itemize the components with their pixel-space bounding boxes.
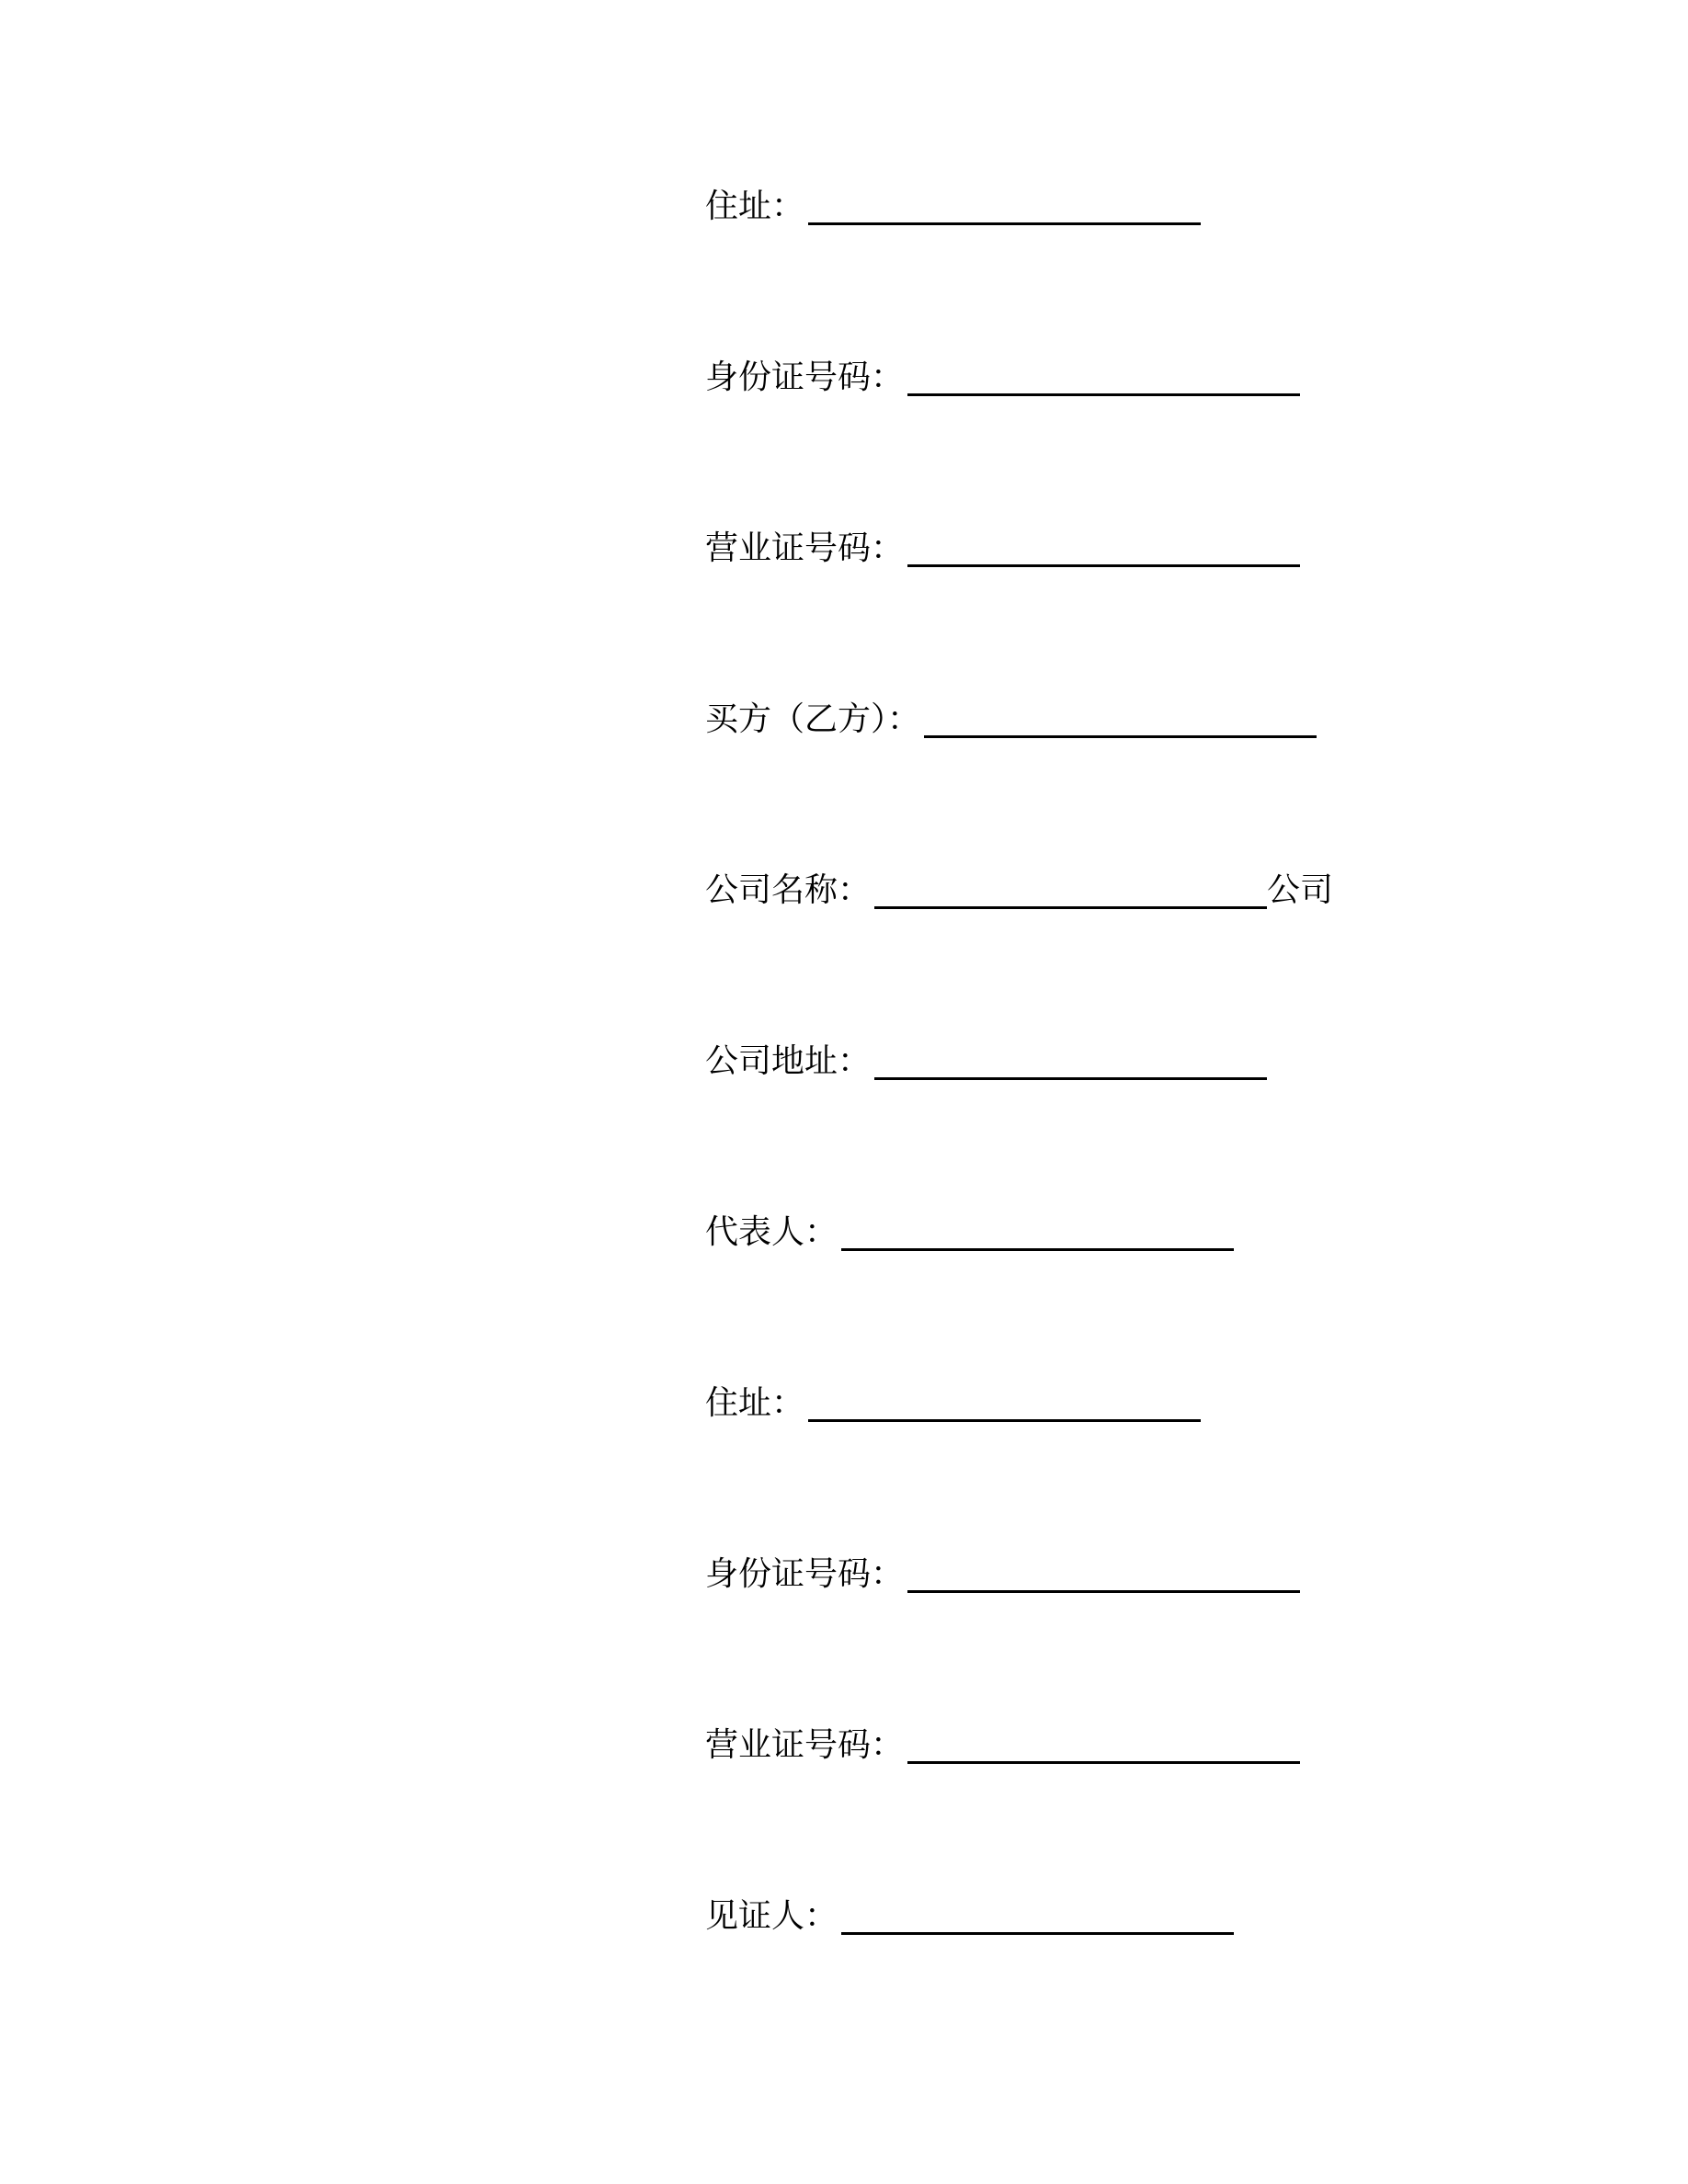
business-license-blank-line[interactable] (907, 526, 1300, 567)
field-label: 身份证号码： (705, 1555, 905, 1593)
witness-blank-line[interactable] (841, 1894, 1234, 1935)
field-label: 住址： (705, 188, 805, 225)
field-label: 住址： (705, 1384, 805, 1422)
address-blank-line[interactable] (808, 184, 1201, 225)
field-representative (705, 1210, 1533, 1381)
representative-blank-line[interactable] (841, 1210, 1234, 1251)
field-label: 营业证号码： (705, 1726, 905, 1764)
id-number-blank-line[interactable] (907, 1552, 1300, 1593)
field-label: 买方（乙方）： (705, 700, 921, 738)
buyer-blank-line[interactable] (924, 697, 1317, 738)
company-suffix: 公司 (1267, 871, 1334, 909)
field-label: 身份证号码： (705, 358, 905, 396)
address-blank-line[interactable] (808, 1381, 1201, 1422)
field-business-license-seller (705, 526, 1533, 697)
business-license-blank-line[interactable] (907, 1723, 1300, 1764)
field-address-buyer (705, 1381, 1533, 1552)
signature-field-list (705, 184, 1533, 2065)
company-address-blank-line[interactable] (874, 1039, 1267, 1080)
field-buyer (705, 697, 1533, 868)
field-id-number-seller (705, 355, 1533, 526)
field-label: 公司名称： (705, 871, 872, 909)
field-witness (705, 1894, 1533, 2065)
field-label: 营业证号码： (705, 529, 905, 567)
field-address-seller (705, 184, 1533, 355)
field-company-name (705, 868, 1533, 1039)
field-label: 公司地址： (705, 1042, 872, 1080)
field-label: 代表人： (705, 1213, 838, 1251)
company-name-blank-line[interactable] (874, 868, 1267, 909)
field-company-address (705, 1039, 1533, 1210)
field-label: 见证人： (705, 1897, 838, 1935)
id-number-blank-line[interactable] (907, 355, 1300, 396)
field-id-number-buyer (705, 1552, 1533, 1723)
field-business-license-buyer (705, 1723, 1533, 1894)
